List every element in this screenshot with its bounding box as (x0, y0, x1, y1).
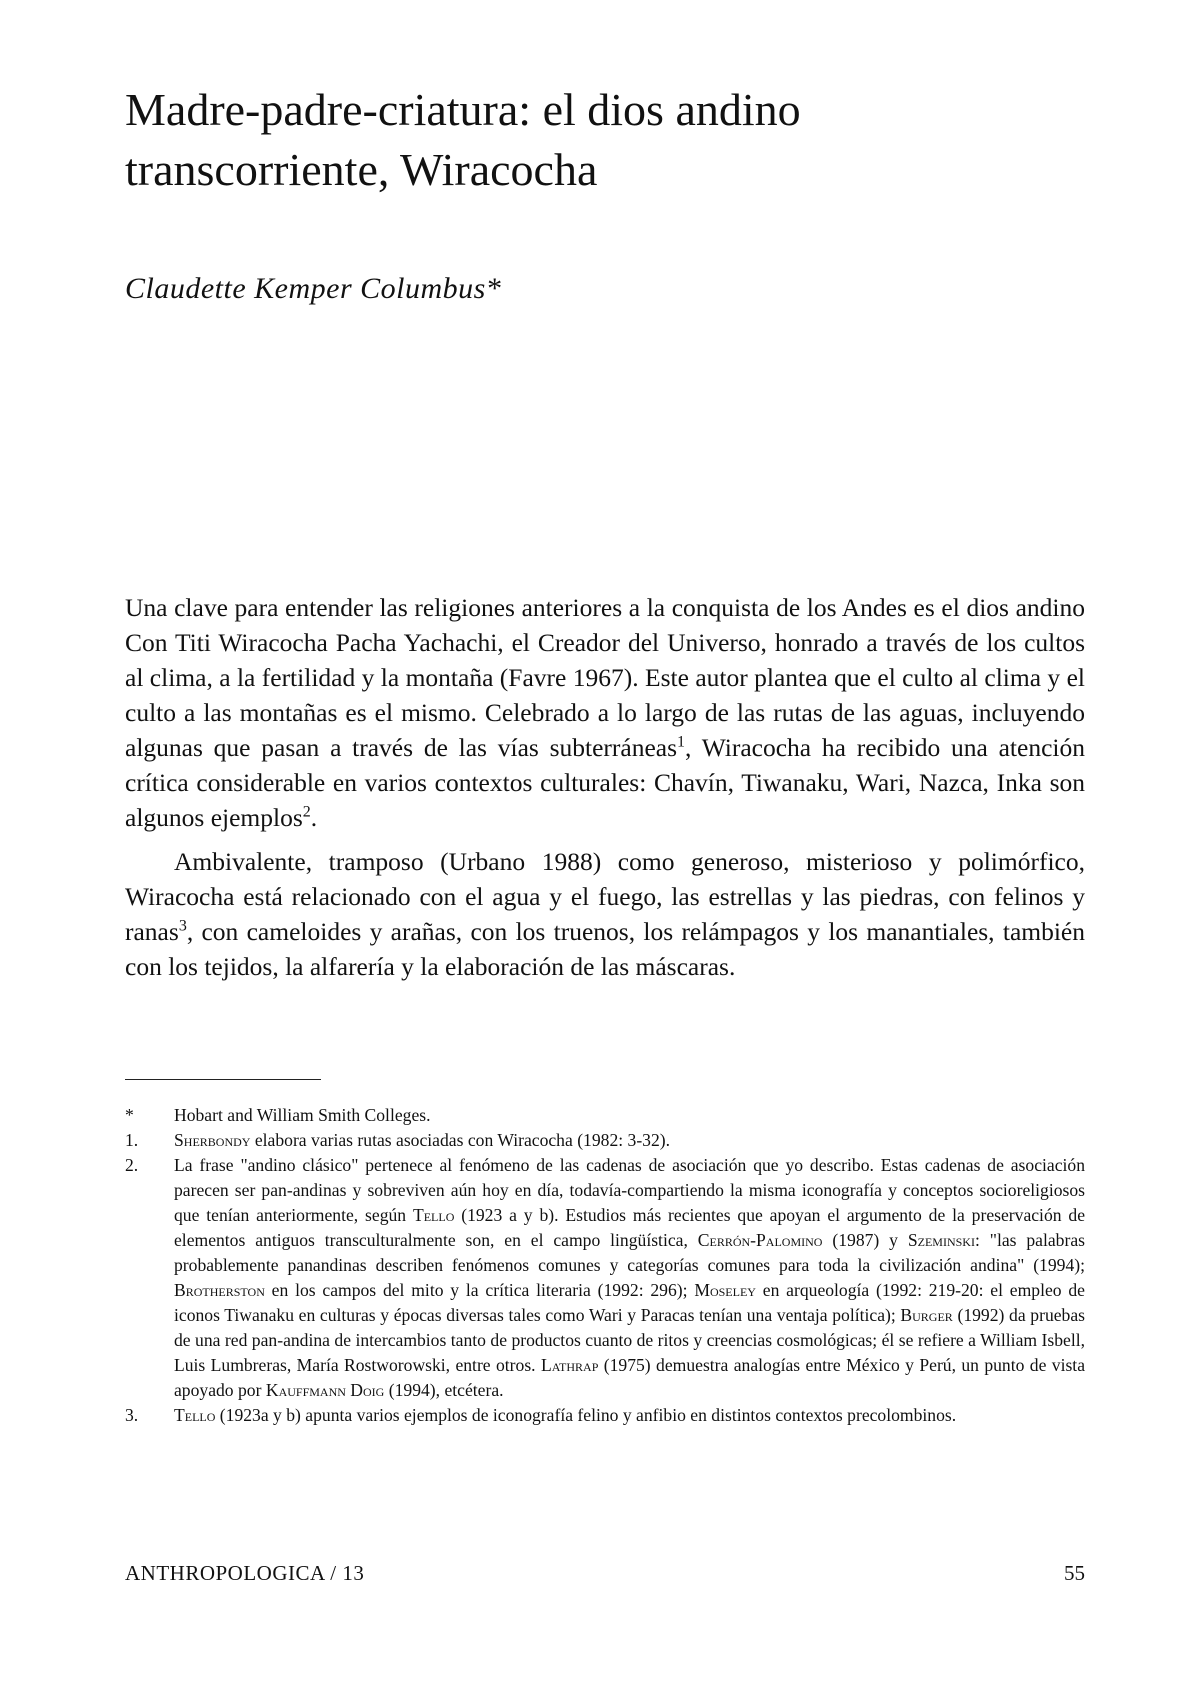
footnote-reference-1[interactable]: 1 (677, 733, 686, 751)
cited-author: Moseley (694, 1280, 756, 1300)
footnote-text (174, 1153, 1085, 1403)
footnote-mark: 2. (125, 1155, 139, 1175)
footnote-text: Hobart and William Smith Colleges. (174, 1105, 431, 1125)
article-author: Claudette Kemper Columbus* (125, 272, 502, 305)
footnote-divider (125, 1079, 321, 1080)
body-text: , con cameloides y arañas, con los truenos, los relámpagos y los manantiales, también con los tejidos, la alfarería y la elaboración de las máscaras. (125, 917, 1085, 981)
footnote-text-part: (1987) y (822, 1230, 908, 1250)
footnote-mark: 1. (125, 1130, 139, 1150)
body-text: Una clave para entender las religiones anteriores a la conquista de los Andes es el dios andino Con Titi Wiracocha Pacha Yachachi, el Creador del Universo, honrado a través de los cultos al clima, a la fertilidad y la montaña (Favre 1967). Este autor plantea que el culto al clima y el culto a las montañas es el mismo. Celebrado a lo largo de las rutas de las aguas, incluyendo algunas que pasan a través de las vías subterráneas (125, 593, 1085, 762)
article-body (125, 590, 1085, 993)
footnotes (125, 1103, 1085, 1428)
footnote-text-part: en arqueología (1992: 219-20: el empleo de iconos Tiwanaku en culturas y épocas diversas tales como Wari y Paracas tenían una ventaja política); (174, 1280, 1085, 1325)
footnote-2 (125, 1153, 1085, 1403)
cited-author: Tello (174, 1405, 216, 1425)
footnote-text-part: elabora varias rutas asociadas con Wiracocha (1982: 3-32). (250, 1130, 671, 1150)
cited-author: Cerrón-Palomino (697, 1230, 823, 1250)
cited-author: Sherbondy (174, 1130, 251, 1150)
footnote-text-part: La frase "andino clásico" pertenece al fenómeno de las cadenas de asociación que yo describo. Estas cadenas de asociación parecen ser pan-andinas y sobreviven aún hoy en día, todavía-compartiendo la misma iconografía y conceptos socioreligiosos que tenían anteriormente, según (174, 1155, 1085, 1225)
footnote-reference-3[interactable]: 3 (178, 917, 187, 935)
footnote-text-part: (1923a y b) apunta varios ejemplos de iconografía felino y anfibio en distintos contextos precolombinos. (215, 1405, 957, 1425)
cited-author: Brotherston (174, 1280, 265, 1300)
footnote-text-part: (1992) da pruebas de una red pan-andina de intercambios tanto de productos cuanto de ritos y creencias cosmológicas; él se refiere a William Isbell, Luis Lumbreras, María Rostworowski, entre otros. (174, 1305, 1085, 1375)
cited-author: Szeminski (907, 1230, 975, 1250)
journal-name: ANTHROPOLOGICA / 13 (125, 1561, 365, 1585)
body-paragraph-1 (125, 590, 1085, 835)
article-title-line-2: transcorriente, Wiracocha (125, 144, 598, 195)
article-title-line-1: Madre-padre-criatura: el dios andino (125, 84, 801, 135)
footnote-text-part: en los campos del mito y la crítica literaria (1992: 296); (264, 1280, 695, 1300)
footnote-author-affiliation (125, 1103, 1085, 1128)
footnote-1 (125, 1128, 1085, 1153)
page-footer (125, 1561, 1085, 1586)
footnote-mark: 3. (125, 1405, 139, 1425)
cited-author: Tello (412, 1205, 455, 1225)
footnote-mark: * (125, 1105, 134, 1125)
body-paragraph-2 (125, 844, 1085, 984)
footnote-3 (125, 1403, 1085, 1428)
footnote-text (174, 1128, 1085, 1153)
article-title (125, 80, 1085, 200)
footnote-text (174, 1403, 1085, 1428)
cited-author: Burger (900, 1305, 953, 1325)
cited-author: Lathrap (540, 1355, 599, 1375)
footnote-text-part: (1975) demuestra analogías entre México y Perú, un punto de vista apoyado por (174, 1355, 1085, 1400)
body-text: Ambivalente, tramposo (Urbano 1988) como generoso, misterioso y polimórfico, Wiracocha está relacionado con el agua y el fuego, las estrellas y las piedras, con felinos y ranas (125, 847, 1085, 946)
footnote-text-part: (1923 a y b). Estudios más recientes que apoyan el argumento de la preservación de elementos antiguos transculturalmente son, en el campo lingüística, (174, 1205, 1086, 1250)
body-text: , Wiracocha ha recibido una atención crítica considerable en varios contextos culturales: Chavín, Tiwanaku, Wari, Nazca, Inka son algunos ejemplos (125, 733, 1085, 832)
footnote-text-part: : "las palabras probablemente panandinas describen fenómenos comunes y categorías comunes para toda la civilización andina" (1994); (174, 1230, 1085, 1275)
page-number: 55 (1064, 1561, 1085, 1585)
cited-author: Kauffmann Doig (265, 1380, 385, 1400)
footnote-text-part: (1994), etcétera. (384, 1380, 504, 1400)
body-text: . (310, 803, 318, 832)
footnote-reference-2[interactable]: 2 (302, 803, 311, 821)
